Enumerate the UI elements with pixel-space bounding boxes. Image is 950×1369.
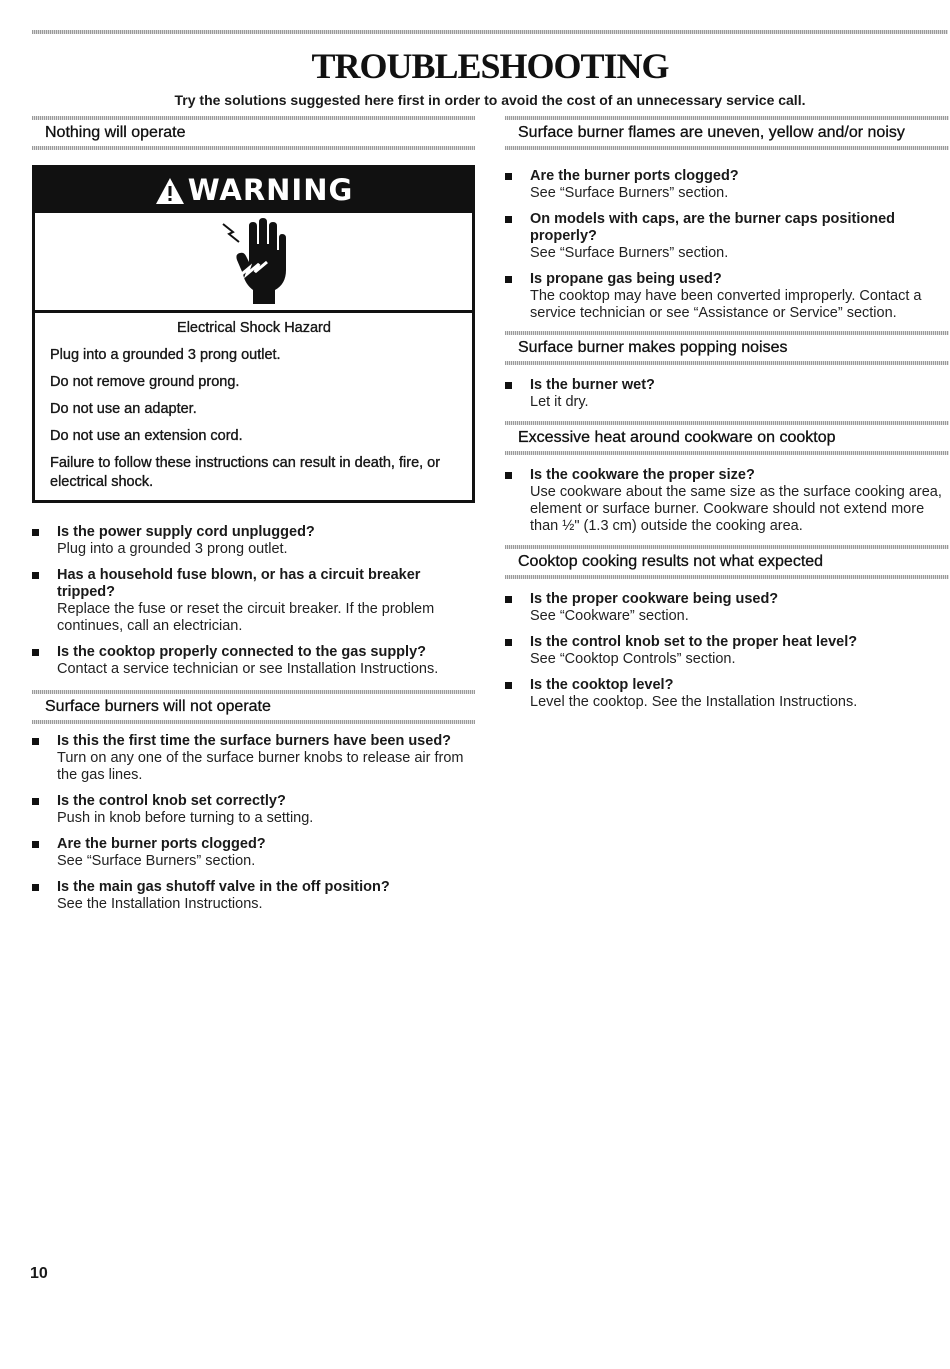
bullet [32, 529, 39, 536]
section-header [505, 421, 949, 455]
section-title: Excessive heat around cookware on cooktop [518, 429, 836, 446]
section-header [505, 545, 949, 579]
item-answer: Use cookware about the same size as the surface cooking area, element or surface burner. Cookware should not extend more than ½" (1.3 cm) outside the cooking area. [530, 484, 942, 534]
item-answer: See “Surface Burners” section. [57, 853, 256, 869]
warning-line: Failure to follow these instructions can result in death, fire, or electrical shock. [50, 455, 441, 490]
item-answer: See “Surface Burners” section. [530, 185, 729, 201]
warning-triangle-icon [154, 176, 186, 206]
item-answer: Plug into a grounded 3 prong outlet. [57, 541, 288, 557]
item-answer: See “Cooktop Controls” section. [530, 651, 736, 667]
bullet [32, 649, 39, 656]
item-list [32, 524, 475, 678]
list-item [32, 836, 475, 870]
electric-shock-hand-icon [35, 213, 472, 313]
section-rule-bottom [505, 361, 949, 365]
list-item [505, 271, 949, 322]
section-title: Cooktop cooking results not what expected [518, 553, 824, 570]
list-item [32, 733, 475, 784]
bullet [32, 738, 39, 745]
item-answer: The cooktop may have been converted improperly. Contact a service technician or see “Assistance or Service” section. [530, 288, 922, 321]
bullet [32, 572, 39, 579]
section-rule-bottom [32, 720, 475, 724]
item-answer: Let it dry. [530, 394, 589, 410]
list-item [505, 677, 949, 711]
section-title: Surface burner flames are uneven, yellow and/or noisy [518, 124, 905, 141]
item-question: Is the proper cookware being used? [530, 591, 779, 607]
bullet [505, 382, 512, 389]
item-answer: Push in knob before turning to a setting. [57, 810, 314, 826]
top-rule [32, 30, 948, 34]
warning-box [32, 165, 475, 503]
bullet [32, 798, 39, 805]
item-list [32, 733, 475, 913]
hazard-title: Electrical Shock Hazard [177, 320, 331, 336]
list-item [32, 644, 475, 678]
section-header [505, 331, 949, 365]
item-list [505, 467, 949, 535]
list-item [505, 168, 949, 202]
page-subtitle: Try the solutions suggested here first in order to avoid the cost of an unnecessary service call. [174, 92, 806, 108]
item-question: Is the cooktop level? [530, 677, 674, 693]
section-title: Surface burner makes popping noises [518, 339, 788, 356]
bullet [32, 841, 39, 848]
item-answer: See “Cookware” section. [530, 608, 689, 624]
list-item [505, 591, 949, 625]
item-question: Is this the first time the surface burners have been used? [57, 733, 452, 749]
section-header [32, 690, 475, 724]
item-question: Are the burner ports clogged? [57, 836, 266, 852]
item-question: Is the cookware the proper size? [530, 467, 755, 483]
bullet [32, 884, 39, 891]
left-column [32, 116, 475, 922]
list-item [505, 211, 949, 262]
bullet [505, 596, 512, 603]
section-rule-bottom [505, 146, 949, 150]
item-question: Is the burner wet? [530, 377, 655, 393]
list-item [505, 377, 949, 411]
section-rule-bottom [32, 146, 475, 150]
bullet [505, 472, 512, 479]
item-question: Are the burner ports clogged? [530, 168, 739, 184]
item-list [505, 168, 949, 322]
section-rule-bottom [505, 451, 949, 455]
bullet [505, 682, 512, 689]
warning-line: Do not remove ground prong. [50, 374, 240, 390]
bullet [505, 276, 512, 283]
bullet [505, 216, 512, 223]
warning-text [35, 313, 472, 500]
item-list [505, 377, 949, 411]
warning-banner-label: WARNING [187, 173, 354, 207]
list-item [32, 567, 475, 635]
bullet [505, 639, 512, 646]
item-answer: Turn on any one of the surface burner knobs to release air from the gas lines. [57, 750, 464, 783]
list-item [505, 467, 949, 535]
item-answer: Contact a service technician or see Installation Instructions. [57, 661, 439, 677]
warning-banner [35, 168, 472, 213]
item-answer: Replace the fuse or reset the circuit breaker. If the problem continues, call an electrician. [57, 601, 435, 634]
section-header [505, 116, 949, 150]
warning-line: Do not use an adapter. [50, 401, 197, 417]
page-title: TROUBLESHOOTING [311, 46, 669, 86]
section-header [32, 116, 475, 150]
item-answer: See “Surface Burners” section. [530, 245, 729, 261]
page-number: 10 [30, 1265, 48, 1282]
item-question: Is the control knob set correctly? [57, 793, 286, 809]
item-list [505, 591, 949, 711]
item-answer: See the Installation Instructions. [57, 896, 263, 912]
bullet [505, 173, 512, 180]
item-question: Is the main gas shutoff valve in the off position? [57, 879, 390, 895]
item-question: Is the power supply cord unplugged? [57, 524, 315, 540]
item-question: Is propane gas being used? [530, 271, 722, 287]
item-question: On models with caps, are the burner caps positioned properly? [530, 211, 895, 244]
list-item [32, 879, 475, 913]
warning-line: Do not use an extension cord. [50, 428, 243, 444]
item-question: Has a household fuse blown, or has a circuit breaker tripped? [57, 567, 421, 600]
right-column [505, 116, 949, 720]
item-question: Is the control knob set to the proper heat level? [530, 634, 858, 650]
list-item [32, 524, 475, 558]
item-question: Is the cooktop properly connected to the gas supply? [57, 644, 426, 660]
list-item [32, 793, 475, 827]
section-title: Surface burners will not operate [45, 698, 271, 715]
list-item [505, 634, 949, 668]
section-title: Nothing will operate [45, 124, 186, 141]
warning-line: Plug into a grounded 3 prong outlet. [50, 347, 281, 363]
section-rule-bottom [505, 575, 949, 579]
item-answer: Level the cooktop. See the Installation Instructions. [530, 694, 858, 710]
